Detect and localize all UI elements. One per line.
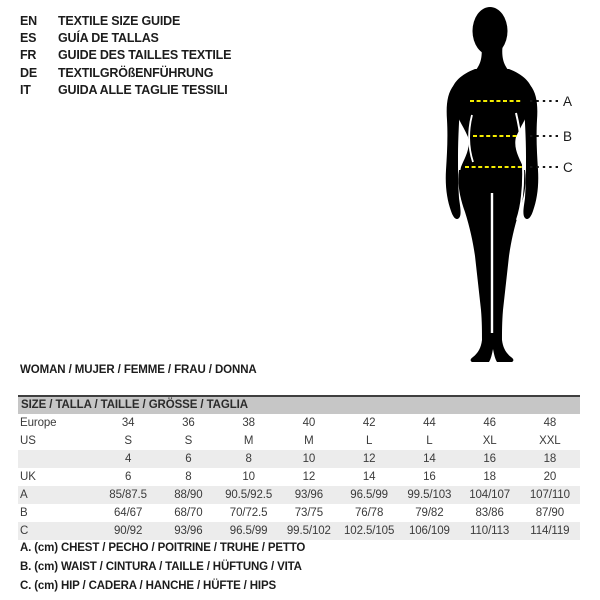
language-code: EN: [20, 13, 37, 28]
size-cell: 107/110: [529, 489, 570, 501]
size-table-row: [18, 504, 580, 522]
language-title: TEXTILE SIZE GUIDE: [58, 13, 181, 28]
size-cell: 40: [302, 417, 316, 429]
legend-block: [20, 539, 305, 596]
language-row: [20, 47, 231, 64]
size-cell: 102.5/105: [343, 525, 395, 537]
size-cell: 104/107: [469, 489, 511, 501]
size-cell: 6: [124, 471, 132, 483]
size-cell: L: [426, 435, 433, 447]
size-cell: L: [365, 435, 373, 447]
size-cell: 18: [543, 453, 557, 465]
size-cell: 6: [185, 453, 192, 465]
size-cell: 44: [423, 417, 436, 429]
language-title: GUIDE DES TAILLES TEXTILE: [58, 48, 232, 63]
size-cell: 12: [302, 471, 316, 483]
size-cell: XL: [482, 435, 497, 447]
size-table-row: [18, 450, 580, 468]
language-title: TEXTILGRÖßENFÜHRUNG: [58, 65, 214, 80]
size-cell: 64/67: [113, 507, 143, 519]
legend-line: B. (cm) WAIST / CINTURA / TAILLE / HÜFTUNG / VITA: [20, 561, 302, 573]
language-title: GUIDA ALLE TAGLIE TESSILI: [58, 83, 228, 98]
size-cell: 36: [182, 417, 195, 429]
legend-line: A. (cm) CHEST / PECHO / POITRINE / TRUHE / PETTO: [20, 542, 306, 554]
size-table-body: [18, 414, 580, 540]
size-cell: 8: [185, 471, 192, 483]
legend-line: C. (cm) HIP / CADERA / HANCHE / HÜFTE / HIPS: [20, 580, 277, 592]
silhouette-right-arm: [523, 85, 538, 219]
size-cell: 96.5/99: [350, 489, 388, 501]
size-cell: 16: [483, 453, 496, 465]
language-title: GUÍA DE TALLAS: [58, 31, 159, 46]
language-row: [20, 29, 231, 46]
size-cell: 18: [483, 471, 496, 483]
size-table-row: [18, 468, 580, 486]
size-table-row: [18, 522, 580, 540]
language-code: DE: [20, 65, 37, 80]
size-table-row: [18, 486, 580, 504]
size-cell: 83/86: [475, 507, 504, 519]
size-table-header: SIZE / TALLA / TAILLE / GRÖSSE / TAGLIA: [18, 395, 580, 414]
size-cell: 73/75: [294, 507, 324, 519]
size-cell: 114/119: [530, 525, 570, 537]
language-code: IT: [20, 83, 31, 98]
size-row-label: UK: [20, 471, 36, 483]
size-cell: 85/87.5: [109, 489, 147, 501]
size-cell: 88/90: [174, 489, 203, 501]
size-row-label: C: [20, 525, 29, 537]
marker-label-chest: A: [563, 94, 573, 109]
size-cell: 38: [242, 417, 255, 429]
size-cell: M: [304, 435, 314, 447]
size-cell: M: [243, 435, 254, 447]
size-table: [18, 395, 580, 540]
language-row: [20, 82, 231, 99]
figure-wrap: [420, 2, 600, 370]
size-cell: 106/109: [408, 525, 450, 537]
size-cell: 8: [245, 453, 252, 465]
size-cell: 99.5/102: [286, 525, 331, 537]
size-cell: 34: [121, 417, 135, 429]
size-cell: 90/92: [113, 525, 143, 537]
marker-label-hip: C: [563, 160, 573, 175]
size-cell: 70/72.5: [229, 507, 268, 519]
size-cell: 93/96: [294, 489, 324, 501]
size-cell: 14: [423, 453, 436, 465]
size-cell: 12: [362, 453, 376, 465]
size-cell: 10: [302, 453, 316, 465]
size-cell: 87/90: [535, 507, 565, 519]
size-cell: 4: [124, 453, 132, 465]
size-cell: 110/113: [470, 525, 510, 537]
size-cell: 90.5/92.5: [225, 489, 273, 501]
size-cell: 20: [543, 471, 557, 483]
language-block: [20, 12, 231, 99]
marker-label-waist: B: [563, 129, 573, 144]
section-title: WOMAN / MUJER / FEMME / FRAU / DONNA: [20, 364, 257, 376]
size-cell: XXL: [539, 435, 561, 447]
language-code: ES: [20, 31, 37, 46]
silhouette-left-arm: [446, 85, 461, 219]
size-cell: S: [184, 435, 193, 447]
language-row: [20, 64, 231, 81]
size-cell: 48: [543, 417, 557, 429]
size-cell: 99.5/103: [407, 489, 452, 501]
size-cell: 14: [362, 471, 376, 483]
size-row-label: Europe: [20, 417, 57, 429]
size-table-row: [18, 414, 580, 432]
size-cell: 16: [423, 471, 436, 483]
size-cell: 79/82: [415, 507, 444, 519]
size-cell: 46: [483, 417, 496, 429]
size-row-label: US: [20, 435, 36, 447]
size-cell: 76/78: [354, 507, 384, 519]
size-row-label: B: [20, 507, 28, 519]
woman-silhouette-figure: [420, 2, 600, 370]
language-row: [20, 12, 231, 29]
size-table-row: [18, 432, 580, 450]
size-row-label: A: [20, 489, 28, 501]
size-cell: 68/70: [174, 507, 203, 519]
size-cell: 93/96: [174, 525, 203, 537]
size-cell: 42: [362, 417, 376, 429]
language-code: FR: [20, 48, 37, 63]
size-cell: 96.5/99: [229, 525, 268, 537]
size-cell: 10: [242, 471, 255, 483]
size-cell: S: [124, 435, 132, 447]
